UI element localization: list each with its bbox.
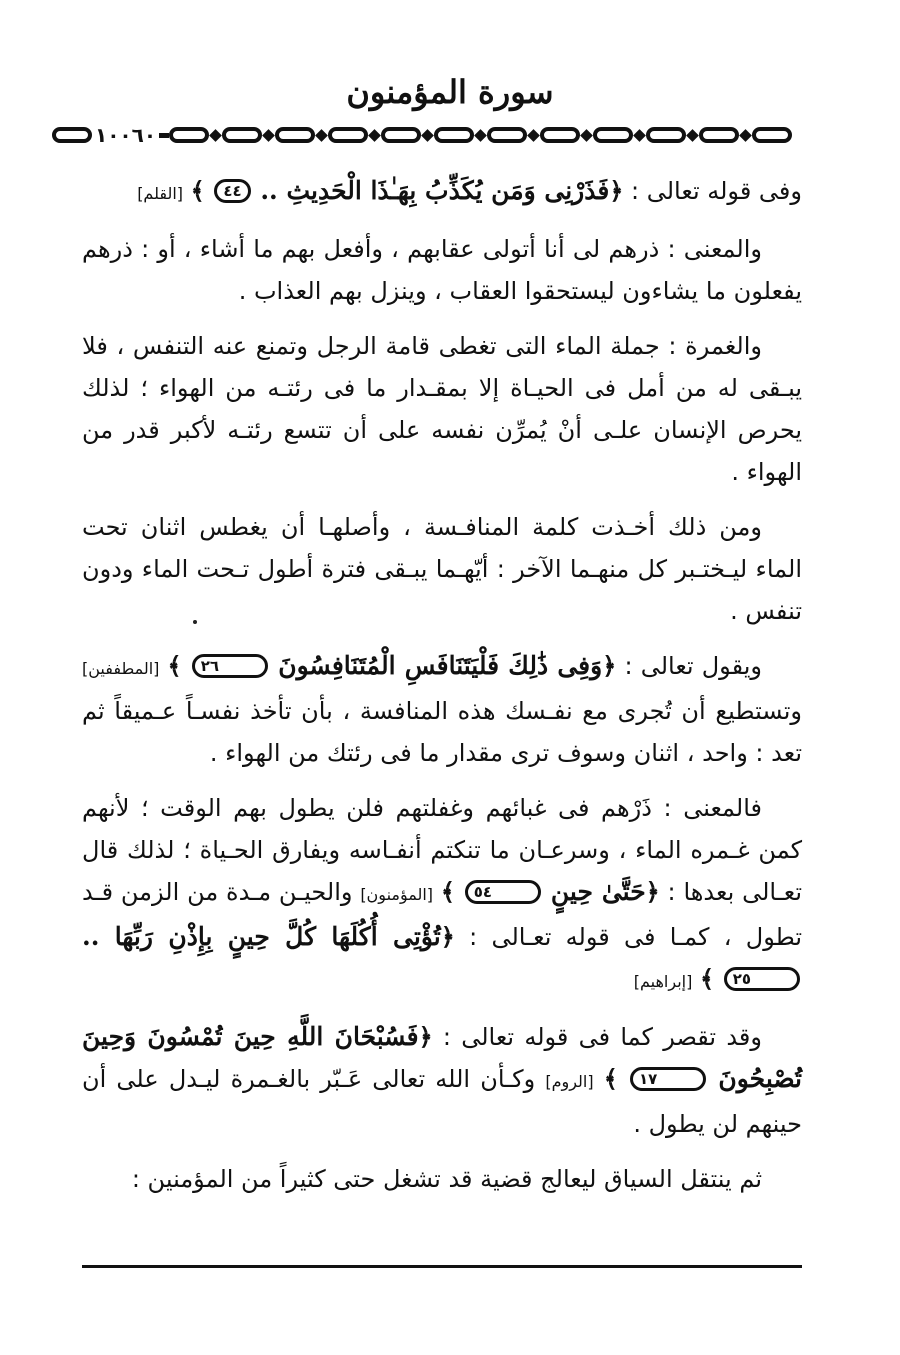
verse-open-bracket: ﴿ bbox=[440, 922, 455, 951]
quran-verse: وَفِى ذَٰلِكَ فَلْيَتَنَافَسِ الْمُتَنَافِسُونَ bbox=[278, 651, 603, 680]
quran-verse: حَتَّىٰ حِينٍ bbox=[550, 877, 646, 906]
ornament-link bbox=[222, 127, 262, 143]
ornament-diamond bbox=[474, 129, 487, 142]
ayah-number: ٢٦ bbox=[192, 654, 268, 678]
quran-verse: فَذَرْنِى وَمَن يُكَذِّبُ بِهَـٰذَا الْحَدِيثِ .. bbox=[260, 176, 610, 205]
verse-open-bracket: ﴿ bbox=[418, 1022, 433, 1051]
ornament-link bbox=[646, 127, 686, 143]
ayah-number: ٢٥ bbox=[724, 967, 800, 991]
paragraph-lead: وقد تقصر كما فى قوله تعالى : bbox=[432, 1023, 762, 1051]
ornament-link bbox=[275, 127, 315, 143]
paragraph-lead: وفى قوله تعالى : bbox=[623, 177, 802, 205]
ornament-diamond bbox=[315, 129, 328, 142]
ornament-diamond bbox=[527, 129, 540, 142]
paragraph-rest: وتستطيع أن تُجرى مع نفـسك هذه المنافسة ، بأن تأخذ نفسـاً عـميقاً ثم تعد : واحد ، اثنان وسوف ترى مقدار ما فى رئتك من الهواء . bbox=[82, 697, 802, 767]
paragraph-7 bbox=[82, 1016, 802, 1145]
verse-open-bracket: ﴿ bbox=[609, 176, 624, 205]
paragraph-lead: فالمعنى : ذَرْهم فى غبائهم وغفلتهم فلن يطول بهم الوقت ؛ لأنهم كمن غـمره الماء ، وسرعـان ما تنكتم أنفـاسه ويفارق الحـياة ؛ لذلك قال تعـالى بعدها : bbox=[82, 794, 803, 906]
body-text bbox=[82, 170, 802, 1213]
verse-open-bracket: ﴿ bbox=[645, 877, 660, 906]
ornamental-header-band bbox=[52, 118, 804, 152]
verse-open-bracket: ﴿ bbox=[602, 651, 617, 680]
paragraph-rest: وكـأن الله تعالى عَـبّر بالغـمرة ليـدل على أن حينهم لن يطول . bbox=[82, 1065, 802, 1138]
paragraph-5 bbox=[82, 645, 802, 774]
ornament-link bbox=[752, 127, 792, 143]
surah-source: [الروم] bbox=[545, 1072, 594, 1091]
paragraph-8: ثم ينتقل السياق ليعالج قضية قد تشغل حتى كثيراً من المؤمنين : bbox=[131, 1165, 762, 1193]
paragraph-1 bbox=[82, 170, 802, 215]
verse-close-bracket: ﴾ bbox=[440, 877, 455, 906]
quran-verse: تُؤْتِى أُكُلَهَا كُلَّ حِينٍ بِإِذْنِ رَبِّهَا .. bbox=[82, 922, 441, 951]
print-speck bbox=[193, 620, 197, 624]
ornament-diamond bbox=[368, 129, 381, 142]
paragraph-middle: والحيـن مـدة من الزمن قـد تطول ، كمـا فى قوله تعـالى : bbox=[82, 878, 802, 951]
surah-source: [القلم] bbox=[137, 184, 184, 203]
ornament-diamond bbox=[262, 129, 275, 142]
verse-close-bracket: ﴾ bbox=[603, 1064, 618, 1093]
ornament-diamond bbox=[686, 129, 699, 142]
surah-source: [المؤمنون] bbox=[360, 885, 434, 904]
ornament-bar bbox=[159, 133, 169, 138]
ornament-diamond bbox=[421, 129, 434, 142]
ornament-link bbox=[540, 127, 580, 143]
ornament-link bbox=[699, 127, 739, 143]
page-number: ١٠٠٦٠ bbox=[95, 123, 157, 147]
ayah-number: ١٧ bbox=[630, 1067, 706, 1091]
ornament-diamond bbox=[209, 129, 222, 142]
ornament-diamond bbox=[580, 129, 593, 142]
surah-source: [إبراهيم] bbox=[633, 972, 693, 991]
surah-source: [المطففين] bbox=[82, 659, 160, 678]
ayah-number: ٥٤ bbox=[465, 880, 541, 904]
paragraph-4: ومن ذلك أخـذت كلمة المنافـسة ، وأصلهـا أن يغطس اثنان تحت الماء ليـختـبر كل منهـما الآخر : أيّهـما يبـقى فترة أطول تـحت الماء ودون تنفس . bbox=[82, 513, 802, 625]
verse-close-bracket: ﴾ bbox=[190, 176, 205, 205]
paragraph-2: والمعنى : ذرهم لى أنا أتولى عقابهم ، وأفعل بهم ما أشاء ، أو : ذرهم يفعلون ما يشاءون ليستحقوا العقاب ، وينزل بهم العذاب . bbox=[82, 235, 802, 305]
ornament-link bbox=[487, 127, 527, 143]
paragraph-6 bbox=[82, 787, 802, 1003]
ornament-diamond bbox=[633, 129, 646, 142]
surah-title: سورة المؤمنون bbox=[346, 73, 554, 111]
ornament-link bbox=[328, 127, 368, 143]
ornament-link bbox=[593, 127, 633, 143]
ayah-number: ٤٤ bbox=[214, 179, 250, 203]
footer-rule bbox=[82, 1265, 802, 1268]
ornament-link bbox=[434, 127, 474, 143]
verse-close-bracket: ﴾ bbox=[699, 964, 715, 993]
ornament-diamond bbox=[739, 129, 752, 142]
paragraph-3: والغمرة : جملة الماء التى تغطى قامة الرجل وتمنع عنه التنفس ، فلا يبـقى له من أمل فى الحيـاة إلا بمقـدار ما فى رئتـه من الهواء ؛ لذلك يحرص الإنسان علـى أنْ يُمرِّن نفسه على أن تتسع رئتـه لأكبر قدر من الهواء . bbox=[82, 332, 802, 486]
ornament-link bbox=[169, 127, 209, 143]
ornament-link bbox=[52, 127, 92, 143]
quran-verse: فَسُبْحَانَ اللَّهِ حِينَ تُمْسُونَ وَحِينَ تُصْبِحُونَ bbox=[82, 1022, 802, 1093]
verse-close-bracket: ﴾ bbox=[167, 651, 182, 680]
paragraph-lead: ويقول تعالى : bbox=[616, 652, 762, 680]
ornament-link bbox=[381, 127, 421, 143]
